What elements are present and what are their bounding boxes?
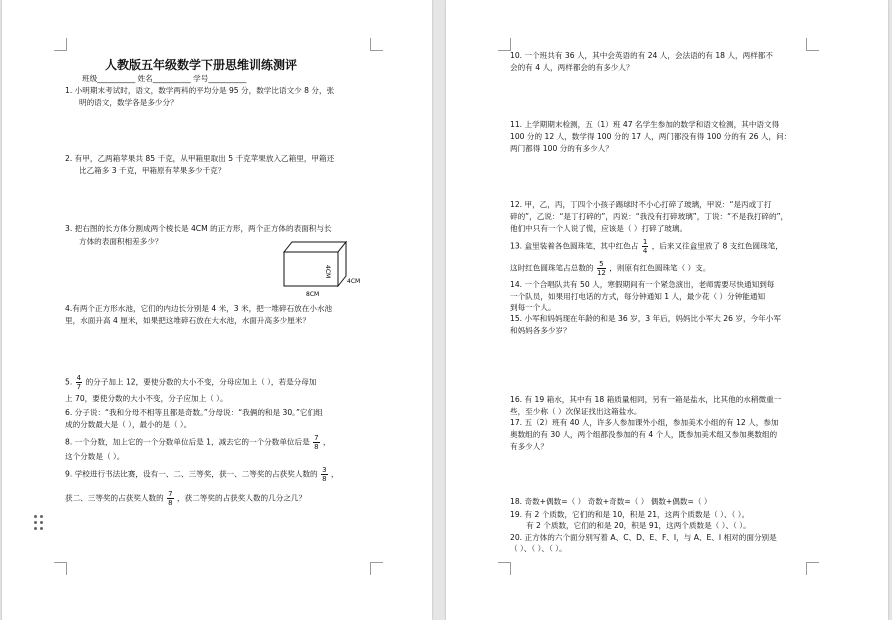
question-8-line-2: 这个分数是（ ）。: [65, 452, 125, 461]
fraction-numerator: 5: [597, 260, 606, 269]
question-6-line-1: 6. 分子说：“我和分母不相等且都是奇数。”分母说：“我俩的和是 30。”它们组: [65, 408, 323, 417]
margin-corner-mark: [370, 38, 383, 51]
question-13-text-end: ，后来又往盒里放了 8 支红色圆珠笔，: [651, 241, 783, 251]
question-9-line-2: [65, 490, 306, 507]
question-13-line-1: [510, 238, 783, 255]
question-12-line-3: 他们中只有一个人说了慌，应该是（ ）打碎了玻璃。: [510, 224, 688, 233]
question-6-line-2: 成的分数最大是（ ），最小的是（ ）。: [65, 420, 192, 429]
fraction-denominator: 8: [322, 475, 327, 483]
question-1-line-1: 1. 小明期末考试时，语文，数学两科的平均分是 95 分，数学比语文少 8 分，张: [65, 86, 335, 95]
question-19-line-2: 有 2 个质数，它们的和是 20，积是 91，这两个质数是（ ）、（ ）。: [526, 521, 751, 530]
question-20-line-1: 20. 正方体的六个面分别写着 A、C、D、E、F、I，与 A、E、I 相对的面分别是: [510, 533, 777, 542]
question-16-line-1: 16. 有 19 箱水，其中有 18 箱质量相同，另有一箱是盐水，比其他的水稍微重一: [510, 395, 782, 404]
margin-corner-mark: [54, 562, 67, 575]
question-17-line-3: 有多少人？: [510, 442, 548, 451]
fraction-numerator: 7: [314, 434, 319, 442]
fraction-3-8: [321, 466, 327, 483]
question-14-line-1: 14. 一个合唱队共有 50 人，寒假期间有一个紧急演出，老师需要尽快通知到每: [510, 280, 775, 289]
fraction-5-12: [597, 260, 606, 277]
question-14-line-3: 到每一个人。: [510, 303, 556, 312]
page-title: 人教版五年级数学下册思维训练测评: [105, 58, 298, 72]
question-8-line-1: [65, 434, 331, 451]
question-13-text: 13. 盒里装着各色圆珠笔，其中红色占: [510, 241, 639, 251]
fraction-denominator: 7: [76, 383, 82, 391]
figure-label-depth: 4CM: [347, 278, 361, 285]
question-9-line-2-end: ，获二等奖的占获奖人数的几分之几？: [177, 493, 307, 503]
question-10-line-2: 会的有 4 人，两样都会的有多少人？: [510, 63, 634, 72]
question-5-number: 5.: [65, 377, 73, 387]
question-8-punct: ，: [323, 437, 331, 447]
question-5-line-2: 上 70，要使分数的大小不变，分子应加上（ ）。: [65, 394, 228, 403]
fraction-numerator: 1: [642, 238, 648, 246]
question-3-line-1: 3. 把右图的长方体分割成两个棱长是 4CM 的正方形，两个正方体的表面积与长: [65, 224, 332, 233]
question-13-line-2-text: 这时红色圆珠笔占总数的: [510, 263, 594, 273]
question-10-line-1: 10. 一个班共有 36 人，其中会英语的有 24 人，会法语的有 18 人，两样都不: [510, 51, 773, 60]
cuboid-figure: [276, 238, 368, 298]
cuboid-top-face: [284, 242, 346, 252]
question-11-line-3: 两门都得 100 分的有多少人？: [510, 144, 613, 153]
question-2-line-1: 2. 有甲，乙两箱苹果共 85 千克，从甲箱里取出 5 千克苹果放入乙箱里，甲箱还: [65, 154, 335, 163]
fraction-denominator: 8: [314, 443, 319, 451]
question-8-text: 8. 一个分数，加上它的一个分数单位后是 1，减去它的一个分数单位后是: [65, 437, 310, 447]
document-page-left: [2, 0, 432, 620]
margin-corner-mark: [806, 38, 819, 51]
header-fields: 班级__________ 姓名__________ 学号__________: [82, 74, 247, 83]
fraction-denominator: 8: [168, 499, 173, 507]
fraction-numerator: 4: [76, 374, 82, 382]
question-20-line-2: （ ）、（ ）、（ ）。: [510, 544, 567, 553]
margin-corner-mark: [498, 562, 511, 575]
fraction-4-7: [76, 374, 82, 391]
margin-corner-mark: [806, 562, 819, 575]
question-1-line-2: 明的语文，数学各是多少分？: [79, 98, 178, 107]
question-16-line-2: 些，至少称（ ）次保证找出这箱盐水。: [510, 407, 642, 416]
question-13-line-2-end: ，则原有红色圆珠笔（ ）支。: [609, 263, 711, 273]
fraction-1-4: [642, 238, 648, 255]
question-5-text: 的分子加上 12，要使分数的大小不变，分母应加上（ ），若是分母加: [85, 377, 317, 387]
fraction-numerator: 3: [322, 466, 327, 474]
question-4-line-1: 4.有两个正方形水池，它们的内边长分别是 4 米，3 米，把一堆碎石放在小水池: [65, 304, 333, 313]
question-11-line-1: 11. 上学期期末检测，五（1）班 47 名学生参加的数学和语文检测，其中语文得: [510, 120, 780, 129]
question-12-line-2: 碎的”，乙说：“是丁打碎的”，丙说：“我没有打碎玻璃”，丁说：“不是我打碎的”，: [510, 212, 789, 221]
question-2-line-2: 比乙箱多 3 千克，甲箱原有苹果多少千克？: [79, 166, 226, 175]
question-4-line-2: 里，水面升高 4 厘米，如果把这堆碎石放在大水池，水面升高多少厘米？: [65, 316, 311, 325]
question-13-line-2: [510, 260, 710, 277]
question-18: 18. 奇数+偶数=（ ） 奇数+奇数=（ ） 偶数+偶数=（ ）: [510, 497, 712, 506]
question-12-line-1: 12. 甲，乙，丙，丁四个小孩子踢球时不小心打碎了玻璃，甲说：“是丙或丁打: [510, 200, 772, 209]
question-5-line-1: [65, 374, 316, 391]
question-9-text: 9. 学校进行书法比赛，设有一、二、三等奖，获一、二等奖的占获奖人数的: [65, 469, 318, 479]
margin-corner-mark: [54, 38, 67, 51]
question-15-line-1: 15. 小军和妈妈现在年龄的和是 36 岁，3 年后，妈妈比小军大 26 岁，今年小军: [510, 314, 781, 323]
drag-handle-icon[interactable]: [34, 515, 44, 531]
fraction-denominator: 4: [642, 247, 648, 255]
document-page-right: [446, 0, 888, 620]
question-3-line-2: 方体的表面积相差多少？: [79, 237, 163, 246]
margin-corner-mark: [370, 562, 383, 575]
question-17-line-1: 17. 五（2）班有 40 人，许多人参加课外小组，参加美术小组的有 12 人，参加: [510, 418, 779, 427]
figure-label-length: 8CM: [306, 291, 320, 298]
question-11-line-2: 100 分的 12 人，数学得 100 分的 17 人，两门都没有得 100 分的有 26 人，问：: [510, 132, 792, 141]
fraction-denominator: 12: [596, 269, 606, 277]
fraction-7-8: [167, 490, 173, 507]
question-17-line-2: 奥数组的有 30 人，两个组都没参加的有 4 个人，既参加美术组又参加奥数组的: [510, 430, 778, 439]
question-15-line-2: 和妈妈各多少岁？: [510, 326, 571, 335]
question-14-line-2: 一个队员，如果用打电话的方式，每分钟通知 1 人，最少花（ ）分钟能通知: [510, 292, 766, 301]
question-9-punct: ，: [330, 469, 339, 479]
question-9-line-2-text: 获二、三等奖的占获奖人数的: [65, 493, 164, 503]
fraction-numerator: 7: [168, 490, 173, 498]
fraction-7-8: [313, 434, 319, 451]
figure-label-side: 4CM: [324, 265, 331, 279]
question-19-line-1: 19. 有 2 个质数，它们的和是 10，积是 21，这两个质数是（ ）、（ ）。: [510, 510, 750, 519]
question-9-line-1: [65, 466, 339, 483]
